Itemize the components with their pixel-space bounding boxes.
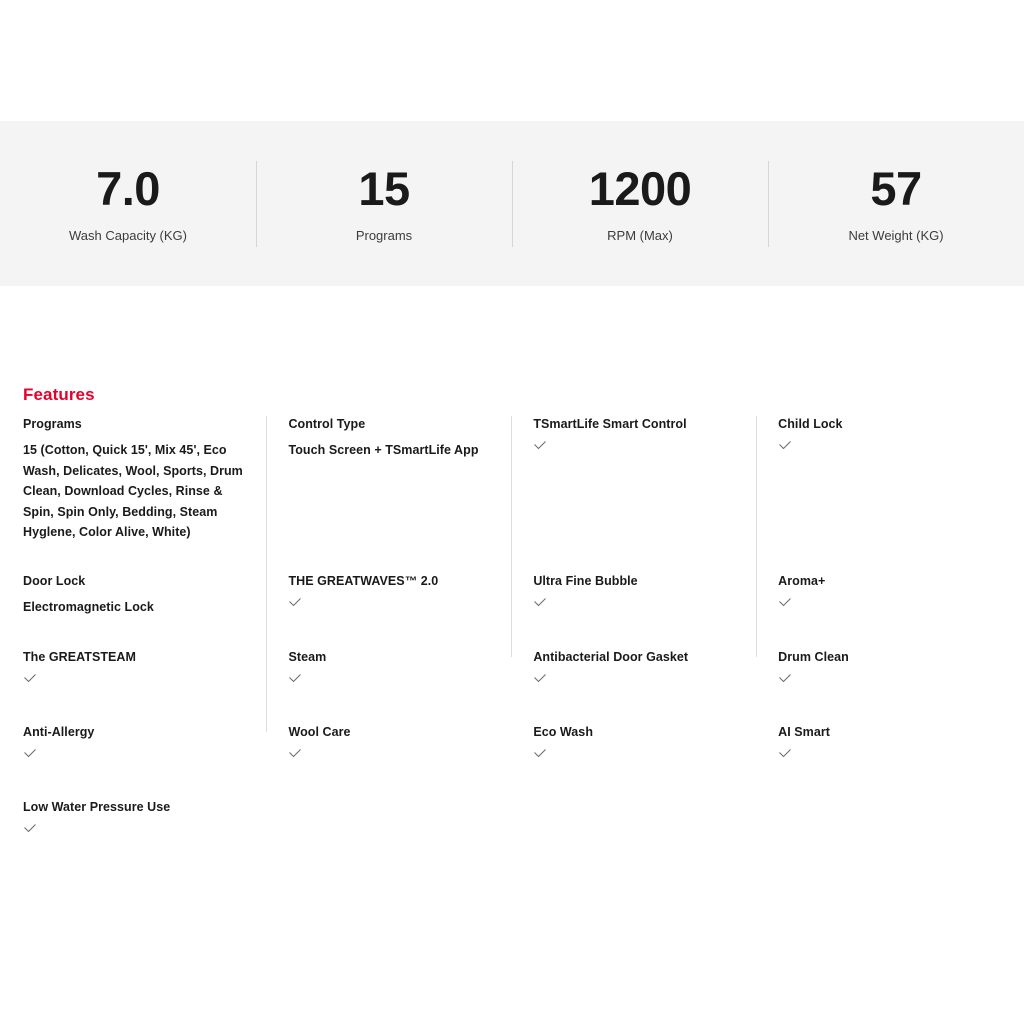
spec-value: 15 — [358, 161, 410, 215]
feature-programs — [23, 416, 244, 573]
spec-cell-net-weight — [768, 160, 1024, 247]
feature-title: Anti-Allergy — [23, 725, 95, 739]
feature-title: THE GREATWAVES™ 2.0 — [288, 574, 439, 588]
feature-control-type — [288, 416, 489, 573]
feature-wool-care — [288, 724, 489, 799]
features-grid — [23, 416, 1001, 874]
feature-description: Touch Screen + TSmartLife App — [288, 442, 479, 457]
spec-value: 57 — [870, 161, 922, 215]
feature-steam — [288, 649, 489, 724]
check-icon — [23, 822, 37, 836]
feature-title: Door Lock — [23, 574, 86, 588]
feature-door-lock — [23, 573, 244, 649]
spec-label: Net Weight (KG) — [848, 228, 944, 244]
features-column-2 — [266, 416, 511, 874]
specs-strip — [0, 121, 1024, 286]
feature-ultra-fine-bubble — [533, 573, 734, 649]
feature-description: Electromagnetic Lock — [23, 599, 154, 614]
spec-cell-wash-capacity — [0, 160, 256, 247]
check-icon — [288, 596, 302, 610]
check-icon — [288, 672, 302, 686]
check-icon — [778, 439, 792, 453]
check-icon — [533, 596, 547, 610]
check-icon — [23, 747, 37, 761]
feature-title: TSmartLife Smart Control — [533, 417, 687, 431]
spec-label: Programs — [355, 228, 413, 244]
check-icon — [288, 747, 302, 761]
spec-label: RPM (Max) — [607, 228, 673, 244]
check-icon — [23, 672, 37, 686]
feature-title: Antibacterial Door Gasket — [533, 650, 689, 664]
feature-title: Steam — [288, 650, 327, 664]
feature-aroma-plus — [778, 573, 979, 649]
spec-cell-programs — [256, 160, 512, 247]
feature-tsmartlife-smart-control — [533, 416, 734, 573]
check-icon — [533, 439, 547, 453]
feature-title: Drum Clean — [778, 650, 849, 664]
check-icon — [778, 747, 792, 761]
spec-value: 7.0 — [96, 161, 160, 215]
check-icon — [533, 747, 547, 761]
feature-title: AI Smart — [778, 725, 830, 739]
feature-description: 15 (Cotton, Quick 15', Mix 45', Eco Wash, Delicates, Wool, Sports, Drum Clean, Download Cycles, Rinse & Spin, Spin Only, Bedding, Steam Hyglene, Color Alive, White) — [23, 442, 243, 540]
feature-low-water-pressure-use — [23, 799, 244, 874]
feature-the-greatwaves-2 — [288, 573, 489, 649]
check-icon — [533, 672, 547, 686]
feature-title: The GREATSTEAM — [23, 650, 136, 664]
features-column-4 — [756, 416, 1001, 874]
feature-eco-wash — [533, 724, 734, 799]
check-icon — [778, 672, 792, 686]
feature-drum-clean — [778, 649, 979, 724]
feature-title: Aroma+ — [778, 574, 826, 588]
spec-cell-rpm-max — [512, 160, 768, 247]
feature-ai-smart — [778, 724, 979, 799]
check-icon — [778, 596, 792, 610]
features-column-1 — [23, 416, 266, 874]
feature-the-greatsteam — [23, 649, 244, 724]
feature-title: Child Lock — [778, 417, 843, 431]
features-heading: Features — [23, 385, 95, 405]
feature-title: Programs — [23, 417, 82, 431]
features-column-3 — [511, 416, 756, 874]
feature-title: Low Water Pressure Use — [23, 800, 171, 814]
feature-antibacterial-door-gasket — [533, 649, 734, 724]
feature-anti-allergy — [23, 724, 244, 799]
feature-title: Control Type — [288, 417, 366, 431]
spec-label: Wash Capacity (KG) — [69, 228, 187, 244]
feature-title: Ultra Fine Bubble — [533, 574, 638, 588]
feature-child-lock — [778, 416, 979, 573]
feature-title: Eco Wash — [533, 725, 593, 739]
spec-value: 1200 — [588, 161, 692, 215]
feature-title: Wool Care — [288, 725, 351, 739]
